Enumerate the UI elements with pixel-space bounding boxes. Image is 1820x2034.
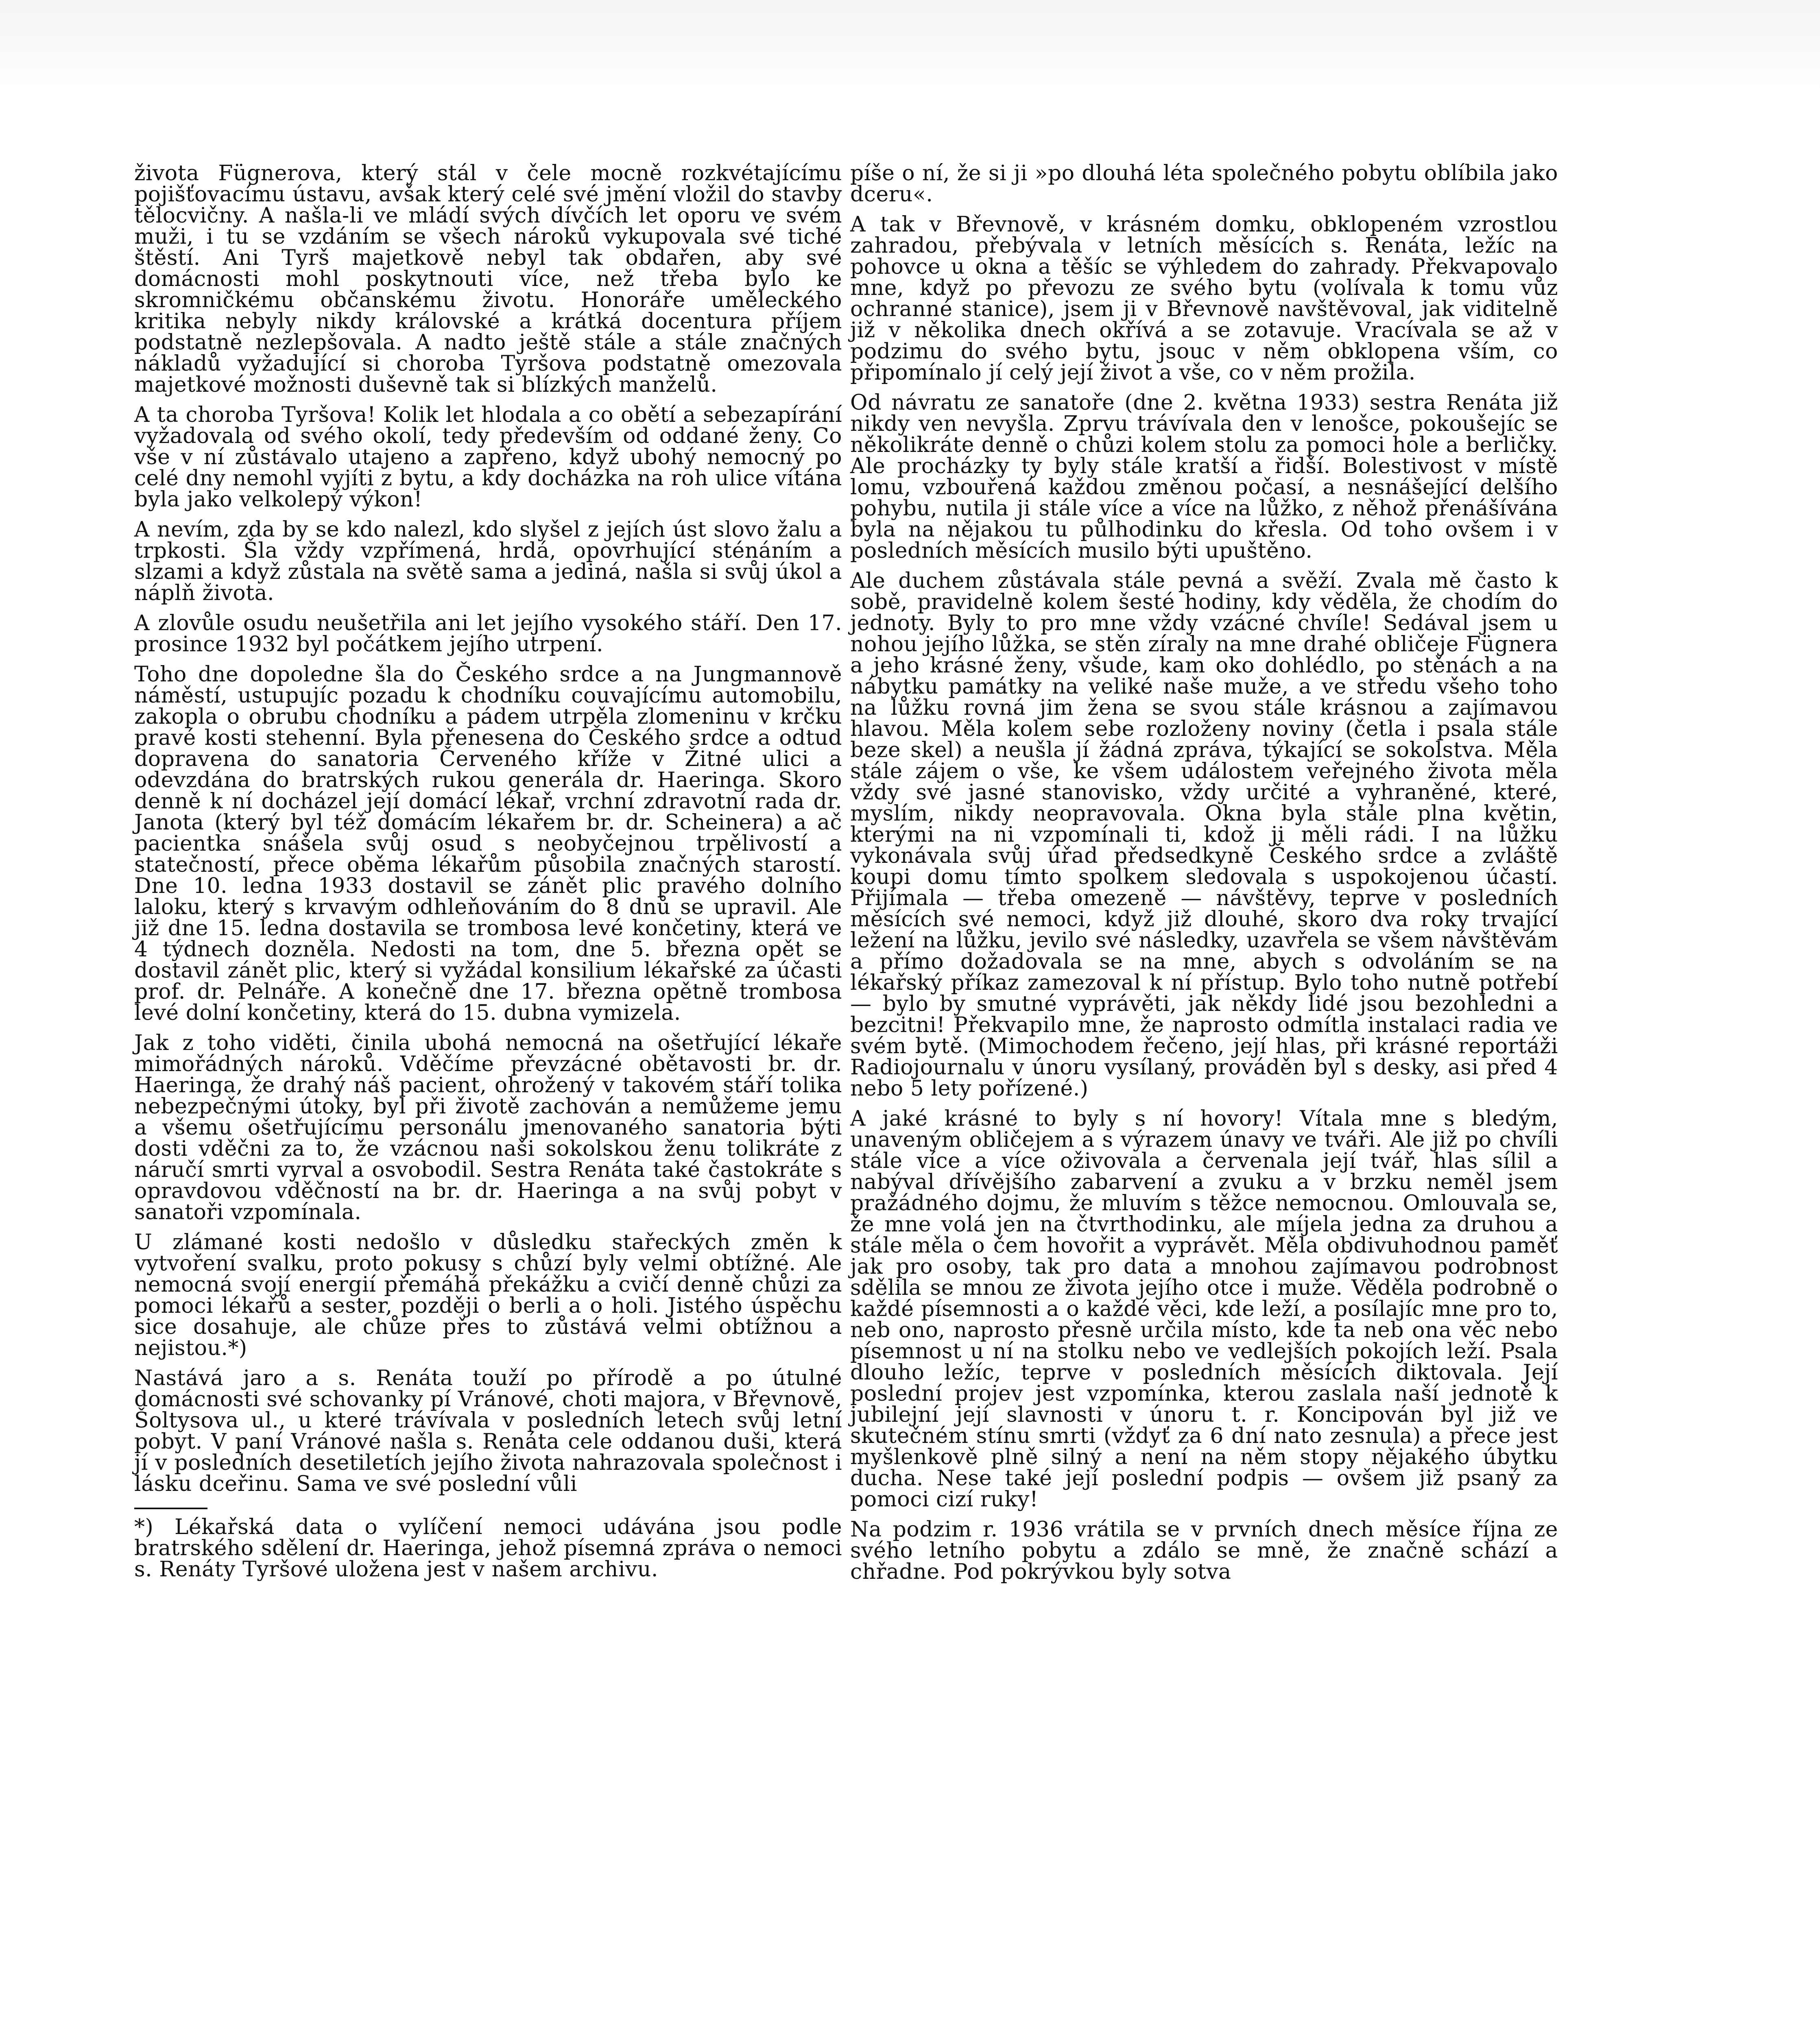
left-column: [134, 163, 842, 1589]
paragraph: A nevím, zda by se kdo nalezl, kdo slyšel z jejích úst slovo žalu a trpkosti. Šla vždy vzpřímená, hrdá, opovrhující sténáním a slzami a když zůstala na světě sama a jediná, našla si svůj úkol a náplň života.: [134, 517, 842, 605]
right-column: [850, 163, 1558, 1591]
paragraph: U zlámané kosti nedošlo v důsledku stařeckých změn k vytvoření svalku, proto pokusy s chůzí byly velmi obtížné. Ale nemocná svojí energií přemáhá překážku a cvičí denně chůzi za pomoci lékařů a sester, později o berli a o holi. Jistého úspěchu sice dosahuje, ale chůze přes to zůstává velmi obtížnou a nejistou.*): [134, 1230, 842, 1360]
paragraph: Jak z toho viděti, činila ubohá nemocná na ošetřující lékaře mimořádných nároků. Vděčíme převzácné obětavosti br. dr. Haeringa, že drahý náš pacient, ohrožený v takovém stáří tolika nebezpečnými útoky, byl při životě zachován a nemůžeme jemu a všemu ošetřujícímu personálu jmenovaného sanatoria býti dosti vděčni za to, že vzácnou naši sokolskou ženu tolikráte z náručí smrti vyrval a osvobodil. Sestra Renáta také častokráte s opravdovou vděčností na br. dr. Haeringa a na svůj pobyt v sanatoři vzpomínala.: [134, 1031, 842, 1224]
paragraph: Ale duchem zůstávala stále pevná a svěží. Zvala mě často k sobě, pravidelně kolem šesté hodiny, kdy věděla, že chodím do jednoty. Byly to pro mne vždy vzácné chvíle! Sedával jsem u nohou jejího lůžka, se stěn zíraly na mne drahé obličeje Fügnera a jeho krásné ženy, všude, kam oko dohlédlo, po stěnách a na nábytku památky na veliké naše muže, a ve středu všeho toho na lůžku rovná jim žena se svou stále krásnou a zajímavou hlavou. Měla kolem sebe rozloženy noviny (četla i psala stále beze skel) a neušla jí žádná zpráva, týkající se sokolstva. Měla stále zájem o vše, ke všem událostem veřejného života měla vždy své jasné stanovisko, vždy určité a vyhraněné, které, myslím, nikdy neopravovala. Okna byla stále plna květin, kterými na ni vzpomínali ti, kdož ji měli rádi. I na lůžku vykonávala svůj úřad předsedkyně Českého srdce a zvláště koupi domu tímto spolkem sledovala s uspokojenou účastí. Přijímala — třeba omezeně — návštěvy, teprve v posledních měsících své nemoci, když již dlouhé, skoro dva roky trvající ležení na lůžku, jevilo své následky, uzavřela se všem návštěvám a přímo dožadovala se na mne, abych s odvoláním se na lékařský příkaz zamezoval k ní přístup. Bylo toho nutně potřebí — bylo by smutné vyprávěti, jak někdy lidé jsou bezohledni a bezcitni! Překvapilo mne, že naprosto odmítla instalaci radia ve svém bytě. (Mimochodem řečeno, její hlas, při krásné reportáži Radiojournalu v únoru vysílaný, prováděn byl s desky, asi před 4 nebo 5 lety pořízené.): [850, 569, 1558, 1101]
paragraph: Toho dne dopoledne šla do Českého srdce a na Jungmannově náměstí, ustupujíc pozadu k chodníku couvajícímu automobilu, zakopla o obrubu chodníku a pádem utrpěla zlomeninu v krčku pravé kosti stehenní. Byla přenesena do Českého srdce a odtud dopravena do sanatoria Červeného kříže v Žitné ulici a odevzdána do bratrských rukou generála dr. Haeringa. Skoro denně k ní docházel její domácí lékař, vrchní zdravotní rada dr. Janota (který byl též domácím lékařem br. dr. Scheinera) a ač pacientka snášela svůj osud s neobyčejnou trpělivostí a statečností, přece oběma lékařům působila značných starostí. Dne 10. ledna 1933 dostavil se zánět plic pravého dolního laloku, který s krvavým odhleňováním do 8 dnů se upravil. Ale již dne 15. ledna dostavila se trombosa levé končetiny, která ve 4 týdnech dozněla. Nedosti na tom, dne 5. března opět se dostavil zánět plic, který si vyžádal konsilium lékařské za účasti prof. dr. Pelnáře. A konečně dne 17. března opětně trombosa levé dolní končetiny, která do 15. dubna vymizela.: [134, 662, 842, 1025]
paragraph: A jaké krásné to byly s ní hovory! Vítala mne s bledým, unaveným obličejem a s výrazem únavy ve tváři. Ale již po chvíli stále více a více oživovala a červenala její tvář, hlas sílil a nabýval dřívějšího zabarvení a zvuku a v brzku neměl jsem pražádného dojmu, že mluvím s těžce nemocnou. Omlouvala se, že mne volá jen na čtvrthodinku, ale míjela jedna za druhou a stále měla o čem hovořit a vyprávět. Měla obdivuhodnou paměť jak pro osoby, tak pro data a mnohou zajímavou podrobnost sdělila se mnou ze života jejího otce i muže. Věděla podrobně o každé písemnosti a o každé věci, kde leží, a posílajíc mne pro to, neb ono, naprosto přesně určila místo, kde ta neb ona věc nebo písemnost u ní na stolku nebo ve vedlejších pokojích leží. Psala dlouho ležíc, teprve v posledních měsících diktovala. Její poslední projev jest vzpomínka, kterou zaslala naší jednotě k jubilejní její slavnosti v únoru t. r. Koncipován byl již ve skutečném stínu smrti (vždyť za 6 dní nato zesnula) a přece jest myšlenkově plně silný a není na něm stopy nějakého úbytku ducha. Nese také její poslední podpis — ovšem již psaný za pomoci cizí ruky!: [850, 1106, 1558, 1512]
paragraph: píše o ní, že si ji »po dlouhá léta společného pobytu oblíbila jako dceru«.: [850, 161, 1558, 207]
paragraph: A zlovůle osudu neušetřila ani let jejího vysokého stáří. Den 17. prosince 1932 byl počátkem jejího utrpení.: [134, 611, 842, 657]
paragraph: Nastává jaro a s. Renáta touží po přírodě a po útulné domácnosti své schovanky pí Vránové, choti majora, v Břevnově, Šoltysova ul., u které trávívala v posledních letech svůj letní pobyt. V paní Vránové našla s. Renáta cele oddanou duši, která jí v posledních desetiletích jejího života nahrazovala společnost i lásku dceřinu. Sama ve své poslední vůli: [134, 1366, 842, 1496]
page-top-margin: [0, 0, 1820, 89]
paragraph: Na podzim r. 1936 vrátila se v prvních dnech měsíce října ze svého letního pobytu a zdálo se mně, že značně schází a chřadne. Pod pokrývkou byly sotva: [850, 1517, 1558, 1584]
footnote: *) Lékařská data o vylíčení nemoci udávána jsou podle bratrského sdělení dr. Haeringa, jehož písemná zpráva o nemoci s. Renáty Tyršové uložena jest v našem archivu.: [134, 1515, 842, 1582]
paragraph: života Fügnerova, který stál v čele mocně rozkvétajícímu pojišťovacímu ústavu, avšak který celé své jmění vložil do stavby tělocvičny. A našla-li ve mládí svých dívčích let oporu ve svém muži, i tu se vzdáním se všech nároků vykupovala své tiché štěstí. Ani Tyrš majetkově nebyl tak obdařen, aby své domácnosti mohl poskytnouti více, než třeba bylo ke skromničkému občanskému životu. Honoráře uměleckého kritika nebyly nikdy královské a krátká docentura příjem podstatně nezlepšovala. A nadto ještě stále a stále značných nákladů vyžadující si choroba Tyršova podstatně omezovala majetkové možnosti duševně tak si blízkých manželů.: [134, 161, 842, 397]
paragraph: A ta choroba Tyršova! Kolik let hlodala a co obětí a sebezapírání vyžadovala od svého okolí, tedy především od oddané ženy. Co vše v ní zůstávalo utajeno a zapřeno, když ubohý nemocný po celé dny nemohl vyjíti z bytu, a kdy docházka na roh ulice vítána byla jako velkolepý výkon!: [134, 403, 842, 512]
paragraph: A tak v Břevnově, v krásném domku, obklopeném vzrostlou zahradou, přebývala v letních měsících s. Renáta, ležíc na pohovce u okna a těšíc se výhledem do zahrady. Překvapovalo mne, když po převozu ze svého bytu (volívala k tomu vůz ochranné stanice), jsem ji v Břevnově navštěvoval, jak viditelně již v několika dnech okřívá a se zotavuje. Vracívala se až v podzimu do svého bytu, jsouc v něm obklopena vším, co připomínalo jí celý její život a vše, co v něm prožila.: [850, 212, 1558, 385]
paragraph: Od návratu ze sanatoře (dne 2. května 1933) sestra Renáta již nikdy ven nevyšla. Zprvu trávívala den v lenošce, pokoušejíc se několikráte denně o chůzi kolem stolu za pomoci hole a berličky. Ale procházky ty byly stále kratší a řidší. Bolestivost v místě lomu, vzbouřená každou změnou počasí, a nesnášející delšího pohybu, nutila ji stále více a více na lůžko, z něhož přenášívána byla na nějakou tu půlhodinku do křesla. Od toho ovšem i v posledních měsících musilo býti upuštěno.: [850, 391, 1558, 563]
footnote-divider: [134, 1508, 207, 1509]
